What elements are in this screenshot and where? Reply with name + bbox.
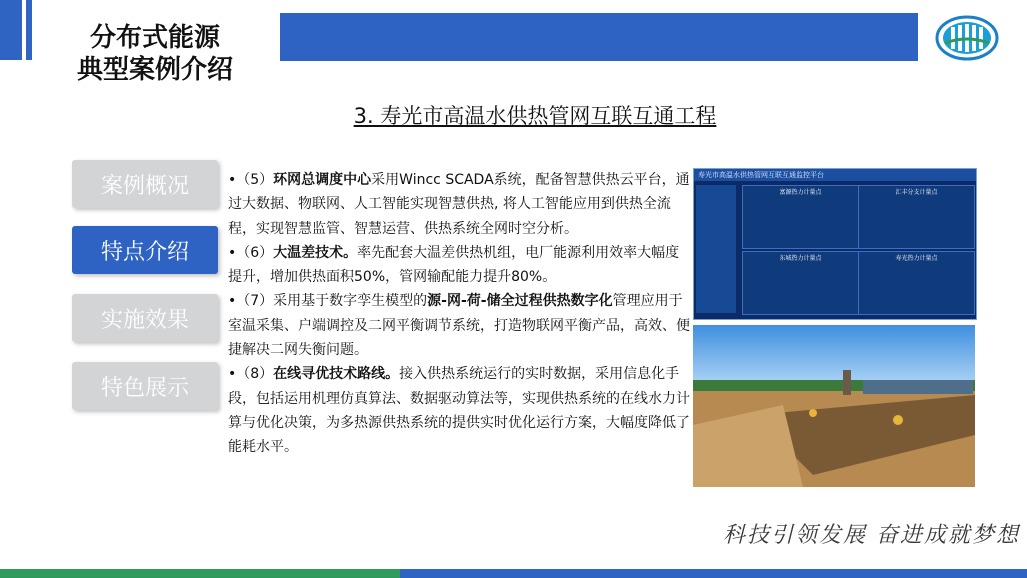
feature-description [228, 168, 690, 460]
header-bar [280, 13, 918, 61]
footer-bar-blue [400, 569, 1027, 578]
scada-topbar: 寿光市高温水供热管网互联互通监控平台 [694, 169, 976, 181]
page-title-line2: 典型案例介绍 [76, 55, 233, 85]
scada-panel: 汇丰分支计量点 [858, 185, 975, 249]
slogan-text: 科技引领发展 奋进成就梦想 [723, 523, 1020, 548]
scada-panel: 东城热力计量点 [742, 251, 859, 315]
construction-site-photo [693, 325, 975, 487]
left-accent-bar-thin [26, 0, 32, 60]
feature-item-5: •（5）环网总调度中心采用Wincc SCADA系统，配备智慧供热云平台，通过大数据、物联网、人工智能实现智慧供热, 将人工智能应用到供热全流程，实现智慧监管、智慧运营、供热系统全网时空分析。 [228, 172, 690, 237]
left-accent-bar [0, 0, 22, 60]
scada-panel: 寿光热力计量点 [858, 251, 975, 315]
scada-panel: 富源热力计量点 [742, 185, 859, 249]
nav-feature-showcase[interactable]: 特色展示 [72, 362, 218, 410]
company-logo-icon [935, 15, 999, 61]
feature-item-6: •（6）大温差技术。率先配套大温差供热机组，电厂能源利用效率大幅度提升，增加供热面积50%，管网输配能力提升80%。 [228, 244, 680, 286]
feature-item-8: •（8）在线寻优技术路线。接入供热系统运行的实时数据，采用信息化手段，包括运用机理仿真算法、数据驱动算法等，实现供热系统的在线水力计算与优化决策，为多热源供热系统的提供实时优化运行方案，大幅度降低了能耗水平。 [228, 366, 690, 456]
feature-item-7: •（7）采用基于数字孪生模型的源-网-荷-储全过程供热数字化管理应用于室温采集、户端调控及二网平衡调节系统，打造物联网平衡产品，高效、便捷解决二网失衡问题。 [228, 293, 690, 359]
section-subtitle: 3. 寿光市高温水供热管网互联互通工程 [353, 104, 717, 128]
scada-sidebar [696, 185, 736, 313]
page-title-line1: 分布式能源 [89, 23, 220, 53]
scada-screenshot [693, 168, 977, 320]
nav-implementation-effect[interactable]: 实施效果 [72, 294, 218, 342]
nav-features[interactable]: 特点介绍 [72, 226, 218, 274]
footer-bar-green [0, 569, 400, 578]
page-title [55, 22, 255, 86]
nav-case-overview[interactable]: 案例概况 [72, 160, 218, 208]
